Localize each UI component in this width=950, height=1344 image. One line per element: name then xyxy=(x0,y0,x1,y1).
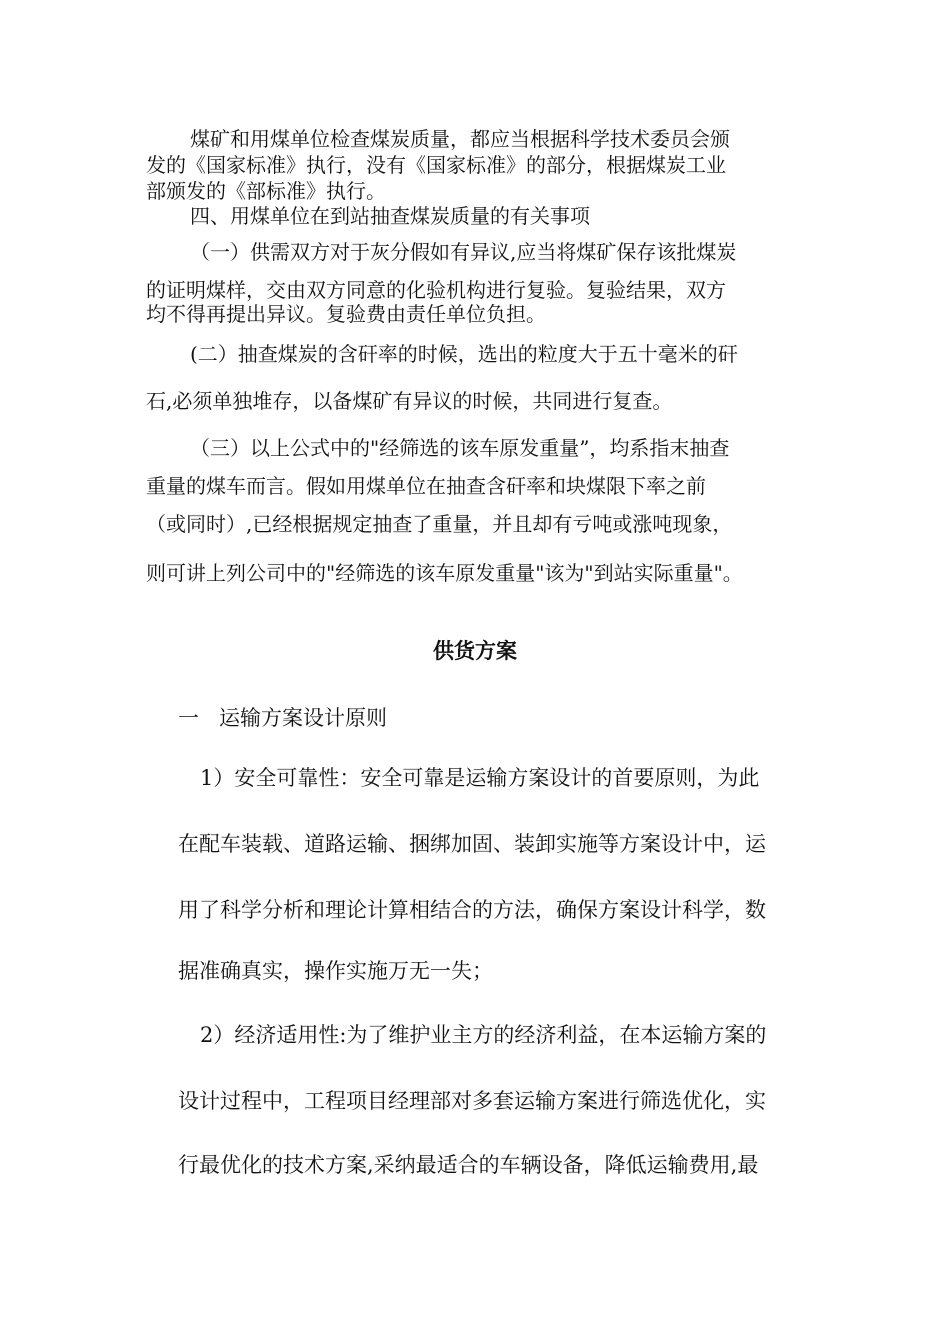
section-heading-four: 四、用煤单位在到站抽查煤炭质量的有关事项 xyxy=(190,204,590,228)
section-title: 供货方案 xyxy=(433,639,517,663)
paragraph-line: （三）以上公式中的"经筛选的该车原发重量”，均系指末抽查 xyxy=(190,436,730,460)
paragraph-line: 则可讲上列公司中的"经筛选的该车原发重量"该为"到站实际重量"。 xyxy=(146,561,743,585)
paragraph-line: (二）抽查煤炭的含矸率的时候，选出的粒度大于五十毫米的矸 xyxy=(190,342,738,366)
paragraph-line: 行最优化的技术方案,采纳最适合的车辆设备，降低运输费用,最 xyxy=(178,1153,759,1177)
paragraph-line: （一）供需双方对于灰分假如有异议,应当将煤矿保存该批煤炭 xyxy=(190,240,737,264)
paragraph-line: 2）经济适用性:为了维护业主方的经济利益，在本运输方案的 xyxy=(200,1023,767,1047)
paragraph-line: 1）安全可靠性：安全可靠是运输方案设计的首要原则，为此 xyxy=(200,766,760,790)
paragraph-line: 发的《国家标准》执行，没有《国家标准》的部分，根据煤炭工业 xyxy=(146,153,726,177)
paragraph-line: 据准确真实，操作实施万无一失； xyxy=(178,959,493,983)
paragraph-line: （或同时）,已经根据规定抽查了重量，并且却有亏吨或涨吨现象， xyxy=(146,512,733,536)
paragraph-line: 用了科学分析和理论计算相结合的方法，确保方案设计科学，数 xyxy=(178,898,766,922)
paragraph-line: 部颁发的《部标准》执行。 xyxy=(146,179,386,203)
paragraph-line: 煤矿和用煤单位检查煤炭质量，都应当根据科学技术委员会颁 xyxy=(190,127,730,151)
paragraph-line: 设计过程中，工程项目经理部对多套运输方案进行筛选优化，实 xyxy=(178,1089,766,1113)
paragraph-line: 在配车装载、道路运输、捆绑加固、装卸实施等方案设计中，运 xyxy=(178,832,766,856)
paragraph-line: 均不得再提出异议。复验费由责任单位负担。 xyxy=(146,302,546,326)
paragraph-line: 重量的煤车而言。假如用煤单位在抽查含矸率和块煤限下率之前 xyxy=(146,474,706,498)
paragraph-line: 的证明煤样，交由双方同意的化验机构进行复验。复验结果，双方 xyxy=(146,278,726,302)
paragraph-line: 石,必须单独堆存，以备煤矿有异议的时候，共同进行复查。 xyxy=(146,389,673,413)
subsection-heading: 一 运输方案设计原则 xyxy=(178,706,388,730)
